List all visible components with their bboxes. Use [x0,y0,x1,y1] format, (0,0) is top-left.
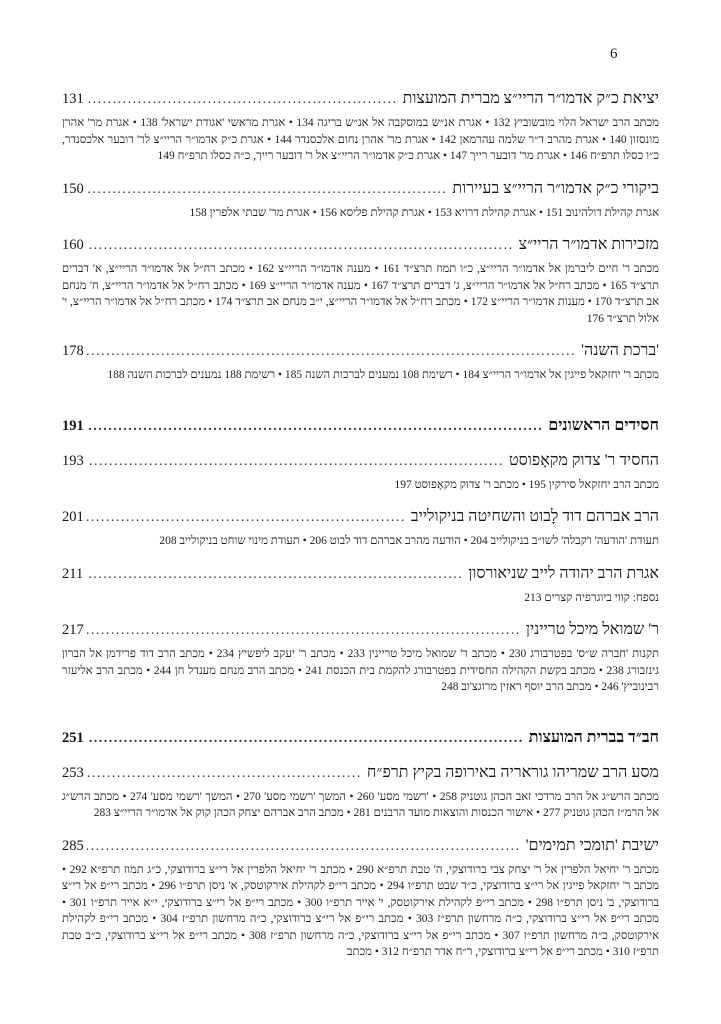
toc-entry-title: מזכירות אדמו״ר הריי״צ [518,236,659,253]
toc-entry-row [62,506,659,528]
toc-entry-description: נספח: קווי ביוגרפיה קצרים 213 [524,591,659,604]
toc-entry-row [62,415,659,437]
toc-entry-title: ביקורי כ״ק אדמו״ר הריי״צ בעיירות [452,179,659,197]
dotted-leader [87,416,543,437]
page-number: 6 [610,46,618,62]
toc-entry-title: חב״ד בברית המועצות [528,728,659,746]
toc-entry-page-number: 211 [62,565,84,582]
toc-entry-row [62,619,659,641]
toc-entry-page-number: 160 [62,237,84,253]
toc-entry-description: אגרת קהילת דולהינוב 151 • אגרת קהילת דרויא 153 • אגרת קהילת פליסא 156 • אגרת מר' שבתי אלפרין 158 [189,206,659,219]
toc-entry-row [62,762,659,784]
toc-entry-title: החסיד ר' צדוק מקאָפוסט [508,451,659,469]
toc-entry-row [62,835,659,857]
dotted-leader [87,507,406,528]
toc-entry-description: מכתב ר' חיים ליברמן אל אדמו״ר הריי״צ, כ״ו תמוז תרצ״ד 161 • מענה אדמו״ר הריי״צ 162 • מכתב רח״ל אל אדמו״ר הריי״צ, א' דברים תרצ״ד 165 • מכתב רח״ל אל אדמו״ר הריי״צ, ג' דברים תרצ״ד 167 • מענה אדמו״ר הריי״צ 169 • מכתב רח״ל אל אדמו״ר הריי״צ, ח' מנחם אב תרצ״ד 170 • מענות אדמו״ר הריי״צ 172 • מכתב רח״ל אל אדמו״ר הריי״צ, י״ב מנחם אב תרצ״ד 174 • מכתב רח״ל אל אדמו״ר הריי״צ, י' אלול תרצ״ד 176 [62,263,660,325]
toc-entry-part [62,415,659,437]
toc-entry-chapter [62,619,659,696]
toc-entry-page-number: 201 [62,509,84,525]
toc-entry-part [62,727,659,749]
toc-entry-row [62,727,659,749]
toc-entry-title: ישיבת 'תומכי תמימים' [525,836,659,854]
toc-entry-page-number: 150 [62,180,84,197]
toc-entry-row [62,178,659,200]
toc-entry-title: אגרת הרב יהודה לייב שניאורסון [468,564,659,582]
dotted-leader [87,763,362,784]
toc-entry-title: יציאת כ״ק אדמו״ר הריי״צ מברית המועצות [402,90,659,107]
toc-entry-page-number: 251 [62,729,84,746]
toc-entry-page-number: 131 [62,91,84,107]
toc-entry-row [62,234,659,256]
toc-entry-title: 'ברכת השנה' [581,342,659,359]
toc-entry-page-number: 217 [62,622,84,638]
toc-entry-page-number: 253 [62,764,84,781]
dotted-leader [87,235,514,256]
toc-entry-page-number: 285 [62,837,84,854]
toc-entry-chapter [62,563,659,607]
toc-entry-chapter [62,450,659,494]
toc-entry-description: מכתב הרב ישראל הלוי מובשוביץ 132 • אגרת אנ״ש במוסקבה אל אנ״ש בריגה 134 • אגרת מראשי 'אגודת ישראל' 138 • אגרת מר' אהרן מונסזון 140 • אגרת מהרב ד״ר שלמה עהרמאן 142 • אגרת מר' אהרן נחום אלכסנדר 144 • אגרת כ״ק אדמו״ר הריי״צ לר' דובער אלכסנדר, כ״ו כסלו תרפ״ח 146 • אגרת מר' דובער רייך 147 • אגרת כ״ק אדמו״ר הריי״צ אל ר' דובער רייך, כ״ה כסלו תרפ״ח 149 [62,117,660,162]
toc-entry-chapter [62,506,659,550]
dotted-leader [87,341,576,362]
table-of-contents [62,88,659,974]
dotted-leader [87,179,448,200]
dotted-leader [87,451,504,472]
toc-entry-page-number: 178 [62,343,84,359]
toc-entry-title: חסידים הראשונים [548,416,659,434]
dotted-leader [87,89,398,110]
toc-entry-row [62,563,659,585]
toc-entry-title: מסע הרב שמריהו גוראריה באירופה בקיץ תרפ״ח [366,763,659,781]
toc-entry-chapter [62,234,659,327]
toc-entry-description: מכתב ר' יחזקאל פייגין אל אדמו״ר הריי״צ 184 • רשימת 108 נמענים לברכות השנה 185 • רשימת 188 נמענים לברכות השנה 188 [107,369,659,381]
toc-entry-description: מכתב הרב יחזקאל סירקין 195 • מכתב ר' צדוק מקאָפוסט 197 [394,478,659,491]
toc-entry-description: מכתב ר' יחיאל הלפרין אל ר' יצחק צבי ברודוצקי, ה' טבת תרפ״א 290 • מכתב ר' יחיאל הלפרין אל רי״צ ברודוצקי, כ״ג תמוז תרפ״א 292 • מכתב ר' יחזקאל פייגין אל רי״צ ברודוצקי, כ״ד שבט תרפ״ו 294 • מכתב רי״פ לקהילת אירקוטסק, א' ניסן תרפ״ו 296 • מכתב רי״פ אל רי״צ ברודוצקי, ב' ניסן תרפ״ו 298 • מכתב רי״פ לקהילת אירקוטסק, י' אייר תרפ״ו 300 • מכתב רי״פ אל רי״צ ברודוצקי, י״א אייר תרפ״ו 301 • מכתב רי״פ אל רי״צ ברודוצקי, כ״ה מרחשון תרפ״ז 303 • מכתב רי״פ אל רי״צ ברודוצקי, כ״ה מרחשון תרפ״ז 304 • מכתב רי״פ לקהילת אירקוטסק, כ״ה מרחשון תרפ״ז 307 • מכתב רי״פ אל רי״צ ברודוצקי, כ״ה מרחשון תרפ״ז 308 • מכתב רי״פ אל רי״צ ברודוצקי, כ״ב טבת תרפ״ז 310 • מכתב רי״פ אל רי״צ ברודוצקי, ר״ח אדר תרפ״ח 312 • מכתב [62,863,660,958]
toc-entry-description: תקנות 'חברה ש״ס' בפטרבורג 230 • מכתב ר' שמואל מיכל טריינין 233 • מכתב ר' יעקב ליפשיץ 234 • מכתב הרב דוד פרידמן אל הברון גינזבורג 238 • מכתב בקשת הקהילה החסידית בפטרבורג להקמת בית הכנסת 241 • מכתב הרב מנחם מענדל חן 244 • מכתב הרב אליעזר רבינוביץ' 246 • מכתב הרב יוסף ראזין מרוגצ'וב 248 [62,648,660,693]
dotted-leader [87,728,524,749]
toc-entry-description: תעודת 'הודעה' ו'קבלה' לשו״ב בניקולייב 204 • הודעה מהרב אברהם דוד לבוט 206 • תעודת מינוי שוחט בניקולייב 208 [159,535,659,547]
dotted-leader [86,564,463,585]
toc-entry-row [62,450,659,472]
toc-entry-chapter [62,762,659,822]
toc-entry-page-number: 191 [62,417,84,434]
toc-entry-row [62,340,659,362]
toc-entry-title: הרב אברהם דוד לָבוט והשחיטה בניקולייב [410,508,659,525]
toc-entry-title: ר' שמואל מיכל טריינין [525,621,659,638]
toc-entry-chapter [62,178,659,222]
toc-entry-description: מכתב הרש״ג אל הרב מרדכי זאב הכהן גוטניק 258 • 'רשמי מסע' 260 • המשך 'רשמי מסע' 270 • המשך 'רשמי מסע' 274 • מכתב הרש״ג אל הרמ״ז הכהן גוטניק 277 • אישור הכנסות והוצאות מועד הרבנים 281 • מכתב הרב אברהם יצחק הכהן קוק אל אדמו״ר הריי״צ 283 [62,790,660,819]
toc-entry-chapter [62,835,659,961]
toc-entry-page-number: 193 [62,452,84,469]
dotted-leader [87,620,521,641]
toc-entry-row [62,88,659,110]
toc-entry-chapter [62,340,659,384]
dotted-leader [87,836,521,857]
toc-entry-chapter [62,88,659,165]
